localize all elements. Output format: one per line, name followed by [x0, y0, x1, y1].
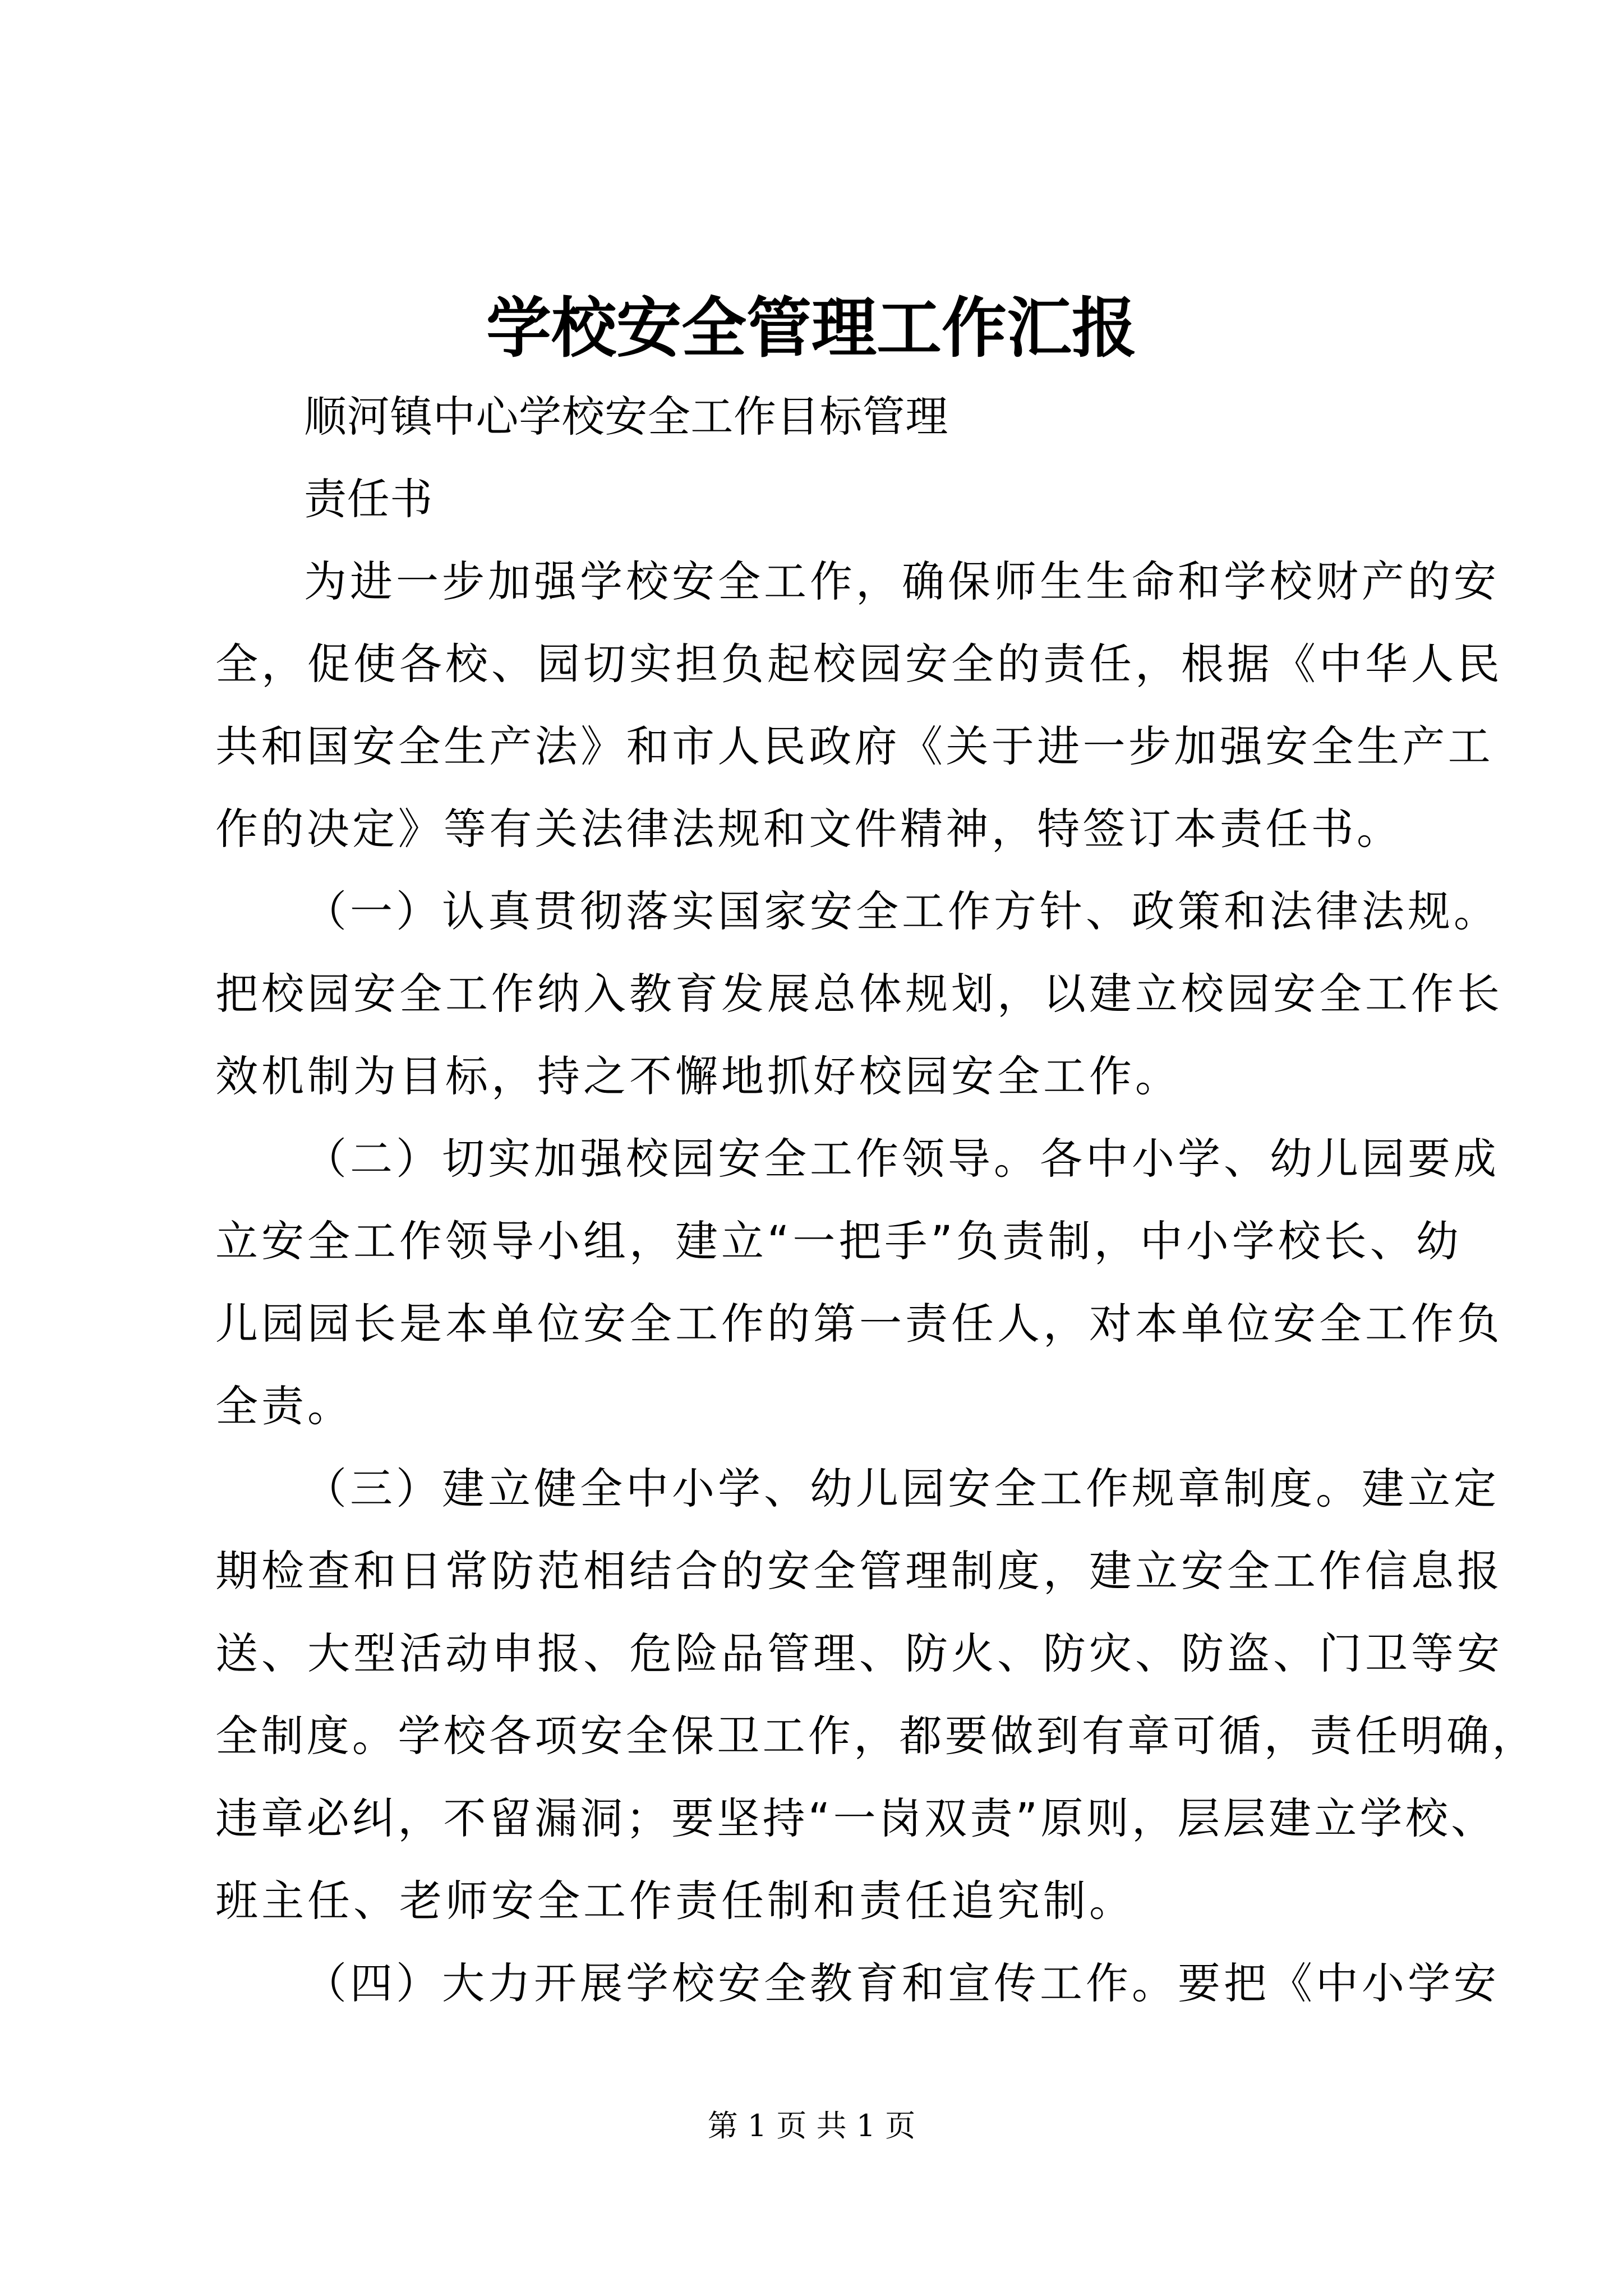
body-line: 顺河镇中心学校安全工作目标管理 [304, 392, 948, 441]
body-line: 效机制为目标，持之不懈地抓好校园安全工作。 [215, 1051, 1181, 1101]
body-line: 全，促使各校、园切实担负起校园安全的责任，根据《中华人民 [215, 639, 1503, 689]
body-line: 共和国安全生产法》和市人民政府《关于进一步加强安全生产工 [215, 721, 1494, 771]
body-line: 全责。 [215, 1381, 353, 1431]
body-line: 把校园安全工作纳入教育发展总体规划，以建立校园安全工作长 [215, 969, 1503, 1019]
body-line: 全制度。学校各项安全保卫工作，都要做到有章可循，责任明确， [215, 1711, 1538, 1761]
body-line: （三）建立健全中小学、幼儿园安全工作规章制度。建立定 [304, 1464, 1500, 1513]
body-line: （四）大力开展学校安全教育和宣传工作。要把《中小学安 [304, 1958, 1500, 2008]
page-number-footer: 第 1 页 共 1 页 [707, 2108, 916, 2143]
body-line: 班主任、老师安全工作责任制和责任追究制。 [215, 1876, 1135, 1926]
body-line: 为进一步加强学校安全工作，确保师生生命和学校财产的安 [304, 556, 1500, 606]
body-line: 送、大型活动申报、危险品管理、防火、防灾、防盗、门卫等安 [215, 1628, 1503, 1678]
body-line: 责任书 [304, 474, 433, 524]
body-line: 违章必纠，不留漏洞；要坚持“一岗双责”原则，层层建立学校、 [215, 1793, 1497, 1843]
body-line: （一）认真贯彻落实国家安全工作方针、政策和法律法规。 [304, 886, 1500, 936]
body-line: 作的决定》等有关法律法规和文件精神，特签订本责任书。 [215, 804, 1403, 854]
body-line: 期检查和日常防范相结合的安全管理制度，建立安全工作信息报 [215, 1546, 1503, 1596]
body-line: （二）切实加强校园安全工作领导。各中小学、幼儿园要成 [304, 1134, 1500, 1184]
body-line: 儿园园长是本单位安全工作的第一责任人，对本单位安全工作负 [215, 1299, 1503, 1349]
document-title: 学校安全管理工作汇报 [486, 290, 1137, 366]
body-line: 立安全工作领导小组，建立“一把手”负责制，中小学校长、幼 [215, 1216, 1462, 1266]
